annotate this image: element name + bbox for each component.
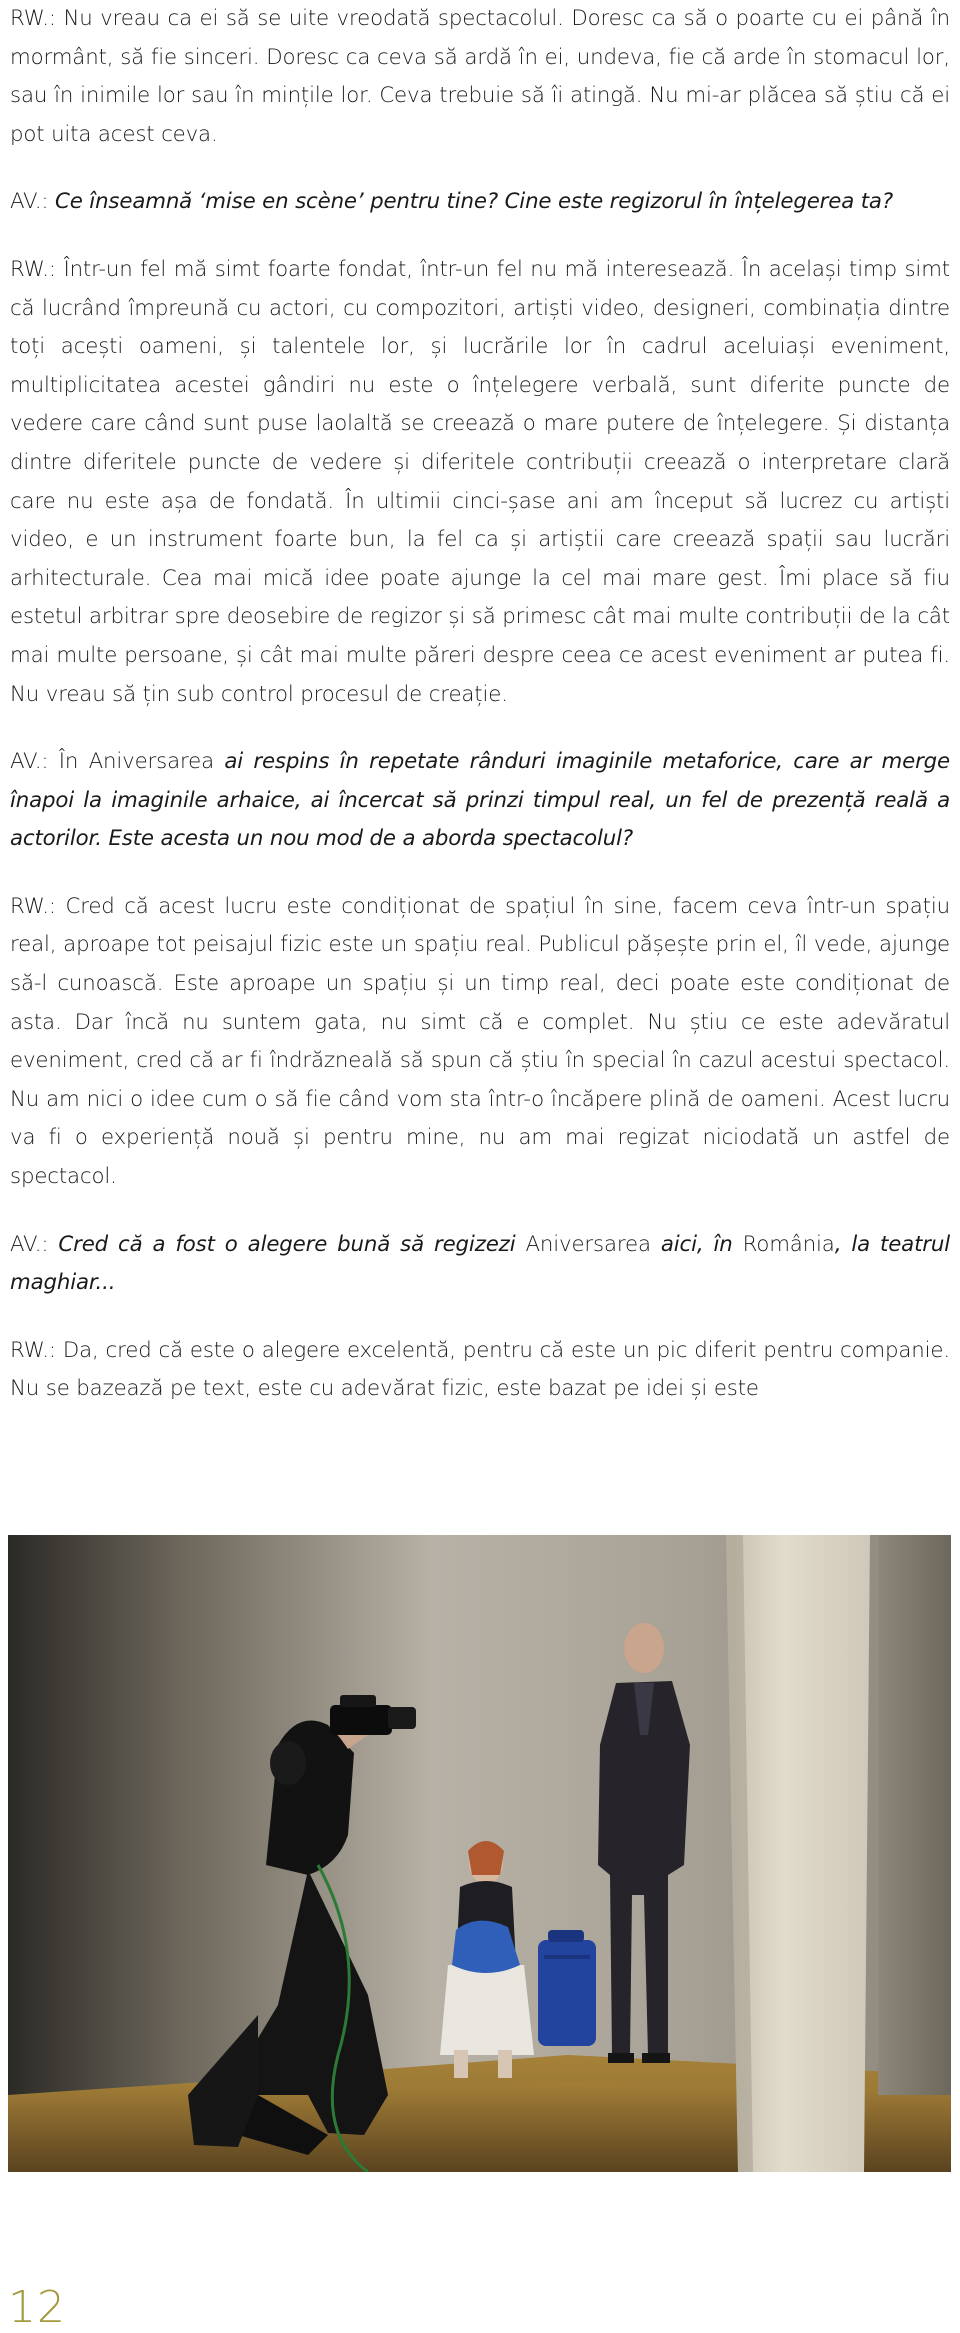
body-text: Într-un fel mă simt foarte fondat, într-un fel nu mă interesează. În același timp simt că lucrând împreună cu actori, cu compozitori, artiști video, designeri, combinația dintre toți acești oameni, și talentele lor, și lucrările lor în cadrul aceluiași eveniment, multiplicitatea acestei gândiri nu este o înțelegere verbală, sunt diferite puncte de vedere care când sunt puse laolaltă se creează o mare putere de înțelegere. Și distanța dintre diferitele puncte de vedere și diferitele contribuții creează o interpretare clară care nu este așa de fondată. În ultimii cinci-șase ani am început să lucrez cu artiști video, e un instrument foarte bun, la fel ca și artiștii care creează spații sau lucrări arhitecturale. Cea mai mică idee poate ajunge la cel mai mare gest. Îmi place să fiu estetul arbitrar spre deosebire de regizor și să primesc cât mai multe contribuții de la cât mai multe persoane, și cât mai multe păreri despre ceea ce acest eveniment ar putea fi. Nu vreau să țin sub control procesul de creație.: [10, 256, 950, 707]
interview-answer: [10, 1332, 950, 1409]
interview-question: [10, 743, 950, 859]
page-content: [10, 0, 950, 1438]
speaker-label: RW.: [10, 893, 49, 919]
page-number: 12: [8, 2282, 66, 2333]
photograph-icon: [8, 1535, 951, 2172]
speaker-separator: :: [48, 6, 64, 31]
speaker-label: AV.: [10, 749, 42, 775]
speaker-separator: :: [48, 1337, 63, 1363]
speaker-label: RW.: [10, 1337, 49, 1363]
body-text: Aniversarea: [525, 1231, 651, 1257]
speaker-separator: :: [41, 749, 59, 775]
italic-text: ai respins în repetate rânduri imaginile metaforice, care ar merge înapoi la imaginile arhaice, ai încercat să prinzi timpul real, un fel de prezență reală a actorilor. Este acesta un nou mod de a aborda spectacolul?: [10, 749, 950, 852]
interview-question: [10, 1226, 950, 1303]
italic-text: Ce înseamnă ‘mise en scène’ pentru tine? Cine este regizorul în înțelegerea ta?: [55, 189, 893, 215]
rehearsal-photograph: [8, 1535, 951, 2172]
italic-text: aici, în: [650, 1231, 743, 1257]
body-text: În Aniversarea: [58, 749, 214, 775]
body-text: România: [742, 1231, 835, 1257]
speaker-separator: :: [41, 189, 56, 215]
speaker-label: RW.: [10, 256, 49, 282]
interview-answer: [10, 888, 950, 1197]
speaker-separator: :: [41, 1231, 59, 1257]
interview-answer: [10, 0, 950, 154]
speaker-label: AV.: [10, 189, 42, 215]
body-text: Cred că acest lucru este condiționat de spațiul în sine, facem ceva într-un spațiu real, aproape tot peisajul fizic este un spațiu real. Publicul pășește prin el, îl vede, ajunge să-l cunoască. Este aproape un spațiu și un timp real, deci poate este condiționat de asta. Dar încă nu suntem gata, nu simt că e complet. Nu știu ce este adevăratul eveniment, cred că ar fi îndrăzneală să spun că știu în special în cazul acestui spectacol. Nu am nici o idee cum o să fie când vom sta într-o încăpere plină de oameni. Acest lucru va fi o experiență nouă și pentru mine, nu am mai regizat niciodată un astfel de spectacol.: [10, 893, 950, 1190]
body-text: Nu vreau ca ei să se uite vreodată spectacolul. Doresc ca să o poarte cu ei până în mormânt, să fie sinceri. Doresc ca ceva să ardă în ei, undeva, fie că arde în stomacul lor, sau în inimile lor sau în mințile lor. Ceva trebuie să îi atingă. Nu mi-ar plăcea să știu că ei pot uita acest ceva.: [10, 6, 950, 147]
italic-text: Cred că a fost o alegere bună să regizezi: [58, 1231, 526, 1257]
body-text: Da, cred că este o alegere excelentă, pentru că este un pic diferit pentru companie. Nu se bazează pe text, este cu adevărat fizic, este bazat pe idei și este: [10, 1337, 950, 1402]
interview-answer: [10, 251, 950, 714]
italic-text: , la teatrul maghiar...: [10, 1231, 950, 1296]
speaker-label: AV.: [10, 1231, 42, 1257]
speaker-separator: :: [48, 893, 66, 919]
speaker-label: RW.: [10, 6, 49, 31]
speaker-separator: :: [48, 256, 64, 282]
interview-question: [10, 183, 950, 222]
